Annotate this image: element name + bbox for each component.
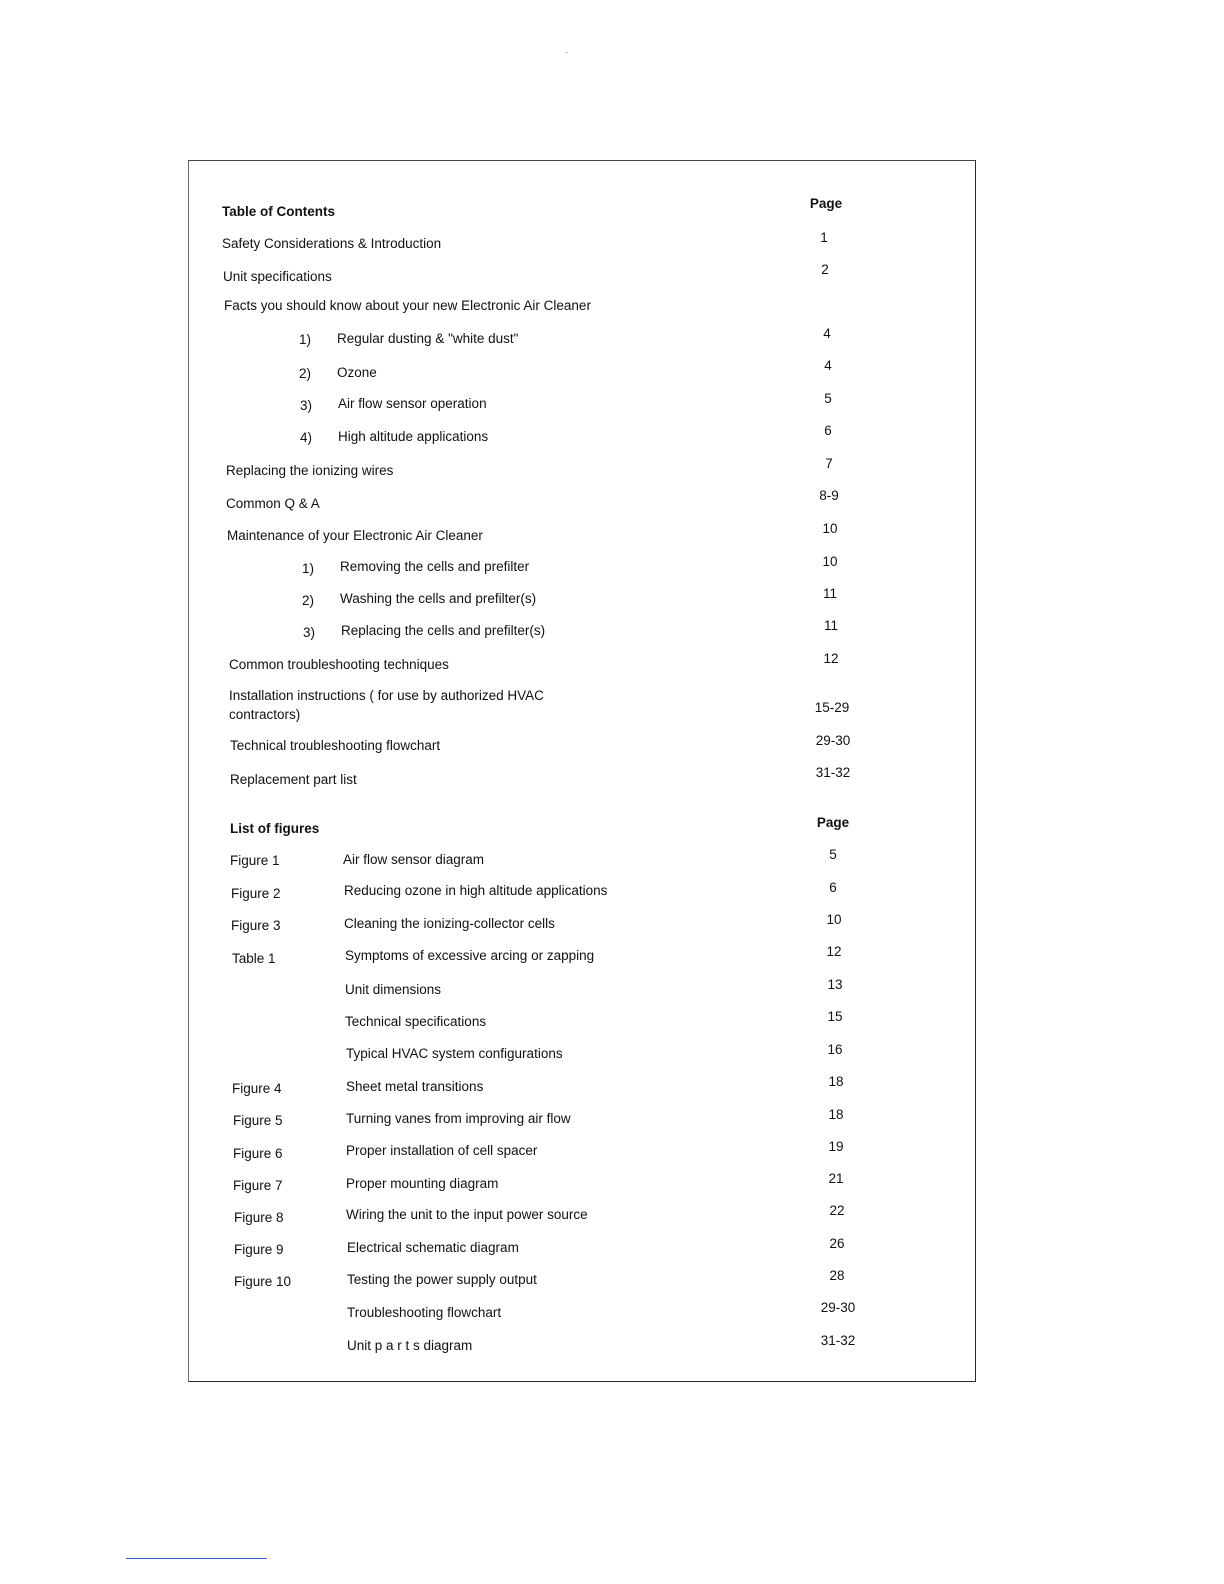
- figure-page: 28: [829, 1268, 845, 1283]
- figure-title: Unit p a r t s diagram: [347, 1338, 473, 1353]
- toc-entry-page: 29-30: [815, 733, 851, 748]
- toc-entry-text: Replacing the cells and prefilter(s): [341, 623, 546, 638]
- toc-entry-text: Common troubleshooting techniques: [229, 657, 449, 672]
- figure-page: 12: [826, 944, 842, 959]
- toc-heading: Table of Contents: [222, 204, 335, 219]
- toc-entry-text-continued: contractors): [229, 707, 301, 722]
- figure-page: 22: [829, 1203, 845, 1218]
- toc-entry-page: 8-9: [819, 488, 839, 503]
- figure-label: Figure 3: [231, 918, 281, 933]
- toc-entry-page: 6: [824, 423, 832, 438]
- toc-entry-number: 2): [299, 366, 312, 381]
- toc-entry-page: 5: [824, 391, 832, 406]
- figure-label: Table 1: [232, 951, 276, 966]
- toc-entry-text: Washing the cells and prefilter(s): [340, 591, 537, 606]
- toc-entry-page: 11: [823, 618, 838, 633]
- figure-page: 18: [828, 1107, 844, 1122]
- figure-title: Turning vanes from improving air flow: [346, 1111, 571, 1126]
- figures-heading: List of figures: [230, 821, 320, 836]
- toc-entry-page: 10: [822, 521, 838, 536]
- toc-entry-page: 4: [823, 326, 831, 341]
- toc-entry-page: 10: [822, 554, 838, 569]
- figure-page: 26: [829, 1236, 845, 1251]
- footer-rule: [126, 1558, 267, 1559]
- toc-entry-number: 4): [300, 430, 313, 445]
- figure-title: Symptoms of excessive arcing or zapping: [345, 948, 595, 963]
- toc-entry-text: Technical troubleshooting flowchart: [230, 738, 441, 753]
- toc-entry-number: 3): [300, 398, 313, 413]
- figure-page: 31-32: [820, 1333, 856, 1348]
- figure-label: Figure 5: [233, 1113, 283, 1128]
- toc-entry-page: 7: [825, 456, 833, 471]
- figure-title: Testing the power supply output: [347, 1272, 537, 1287]
- figure-title: Technical specifications: [345, 1014, 487, 1029]
- figure-title: Sheet metal transitions: [346, 1079, 484, 1094]
- figure-title: Air flow sensor diagram: [343, 852, 485, 867]
- toc-entry-text: High altitude applications: [338, 429, 489, 444]
- figure-label: Figure 10: [234, 1274, 292, 1289]
- toc-entry-page: 12: [823, 651, 839, 666]
- toc-entry-text: Unit specifications: [223, 269, 332, 284]
- figure-label: Figure 1: [230, 853, 280, 868]
- toc-entry-text: Replacing the ionizing wires: [226, 463, 394, 478]
- toc-entry-number: 1): [302, 561, 315, 576]
- figure-label: Figure 4: [232, 1081, 282, 1096]
- toc-entry-text: Air flow sensor operation: [338, 396, 487, 411]
- scan-speck: [566, 52, 568, 53]
- figure-title: Troubleshooting flowchart: [347, 1305, 502, 1320]
- toc-entry-text: Ozone: [337, 365, 377, 380]
- figure-label: Figure 9: [234, 1242, 284, 1257]
- figure-title: Proper installation of cell spacer: [346, 1143, 538, 1158]
- toc-entry-page: 15-29: [814, 700, 850, 715]
- figure-label: Figure 7: [233, 1178, 283, 1193]
- toc-entry-number: 3): [303, 625, 316, 640]
- toc-entry-text: Regular dusting & "white dust": [337, 331, 519, 346]
- figure-title: Unit dimensions: [345, 982, 442, 997]
- toc-entry-text: Safety Considerations & Introduction: [222, 236, 442, 251]
- toc-entry-number: 1): [299, 332, 312, 347]
- toc-entry-number: 2): [302, 593, 315, 608]
- figure-page: 21: [828, 1171, 844, 1186]
- figure-title: Proper mounting diagram: [346, 1176, 499, 1191]
- figure-page: 5: [829, 847, 837, 862]
- figure-page: 6: [829, 880, 837, 895]
- figure-title: Cleaning the ionizing-collector cells: [344, 916, 555, 931]
- toc-entry-text: Installation instructions ( for use by authorized HVAC: [229, 688, 544, 703]
- figures-page-heading: Page: [816, 815, 850, 830]
- toc-entry-text: Common Q & A: [226, 496, 320, 511]
- figure-title: Reducing ozone in high altitude applications: [344, 883, 608, 898]
- figure-label: Figure 6: [233, 1146, 283, 1161]
- figure-label: Figure 8: [234, 1210, 284, 1225]
- toc-entry-page: 2: [821, 262, 829, 277]
- toc-entry-page: 31-32: [815, 765, 851, 780]
- toc-page-heading: Page: [809, 196, 843, 211]
- toc-entry-text: Replacement part list: [230, 772, 357, 787]
- figure-page: 15: [827, 1009, 843, 1024]
- toc-entry-page: 11: [822, 586, 837, 601]
- figure-page: 16: [827, 1042, 843, 1057]
- figure-page: 10: [826, 912, 842, 927]
- figure-page: 29-30: [820, 1300, 856, 1315]
- figure-title: Wiring the unit to the input power source: [346, 1207, 588, 1222]
- toc-entry-text: Removing the cells and prefilter: [340, 559, 530, 574]
- figure-label: Figure 2: [231, 886, 281, 901]
- toc-entry-text: Facts you should know about your new Electronic Air Cleaner: [224, 298, 591, 313]
- figure-title: Electrical schematic diagram: [347, 1240, 519, 1255]
- figure-page: 18: [828, 1074, 844, 1089]
- figure-title: Typical HVAC system configurations: [346, 1046, 563, 1061]
- toc-entry-text: Maintenance of your Electronic Air Cleaner: [227, 528, 483, 543]
- figure-page: 13: [827, 977, 843, 992]
- toc-entry-page: 1: [820, 230, 828, 245]
- figure-page: 19: [828, 1139, 844, 1154]
- toc-entry-page: 4: [824, 358, 832, 373]
